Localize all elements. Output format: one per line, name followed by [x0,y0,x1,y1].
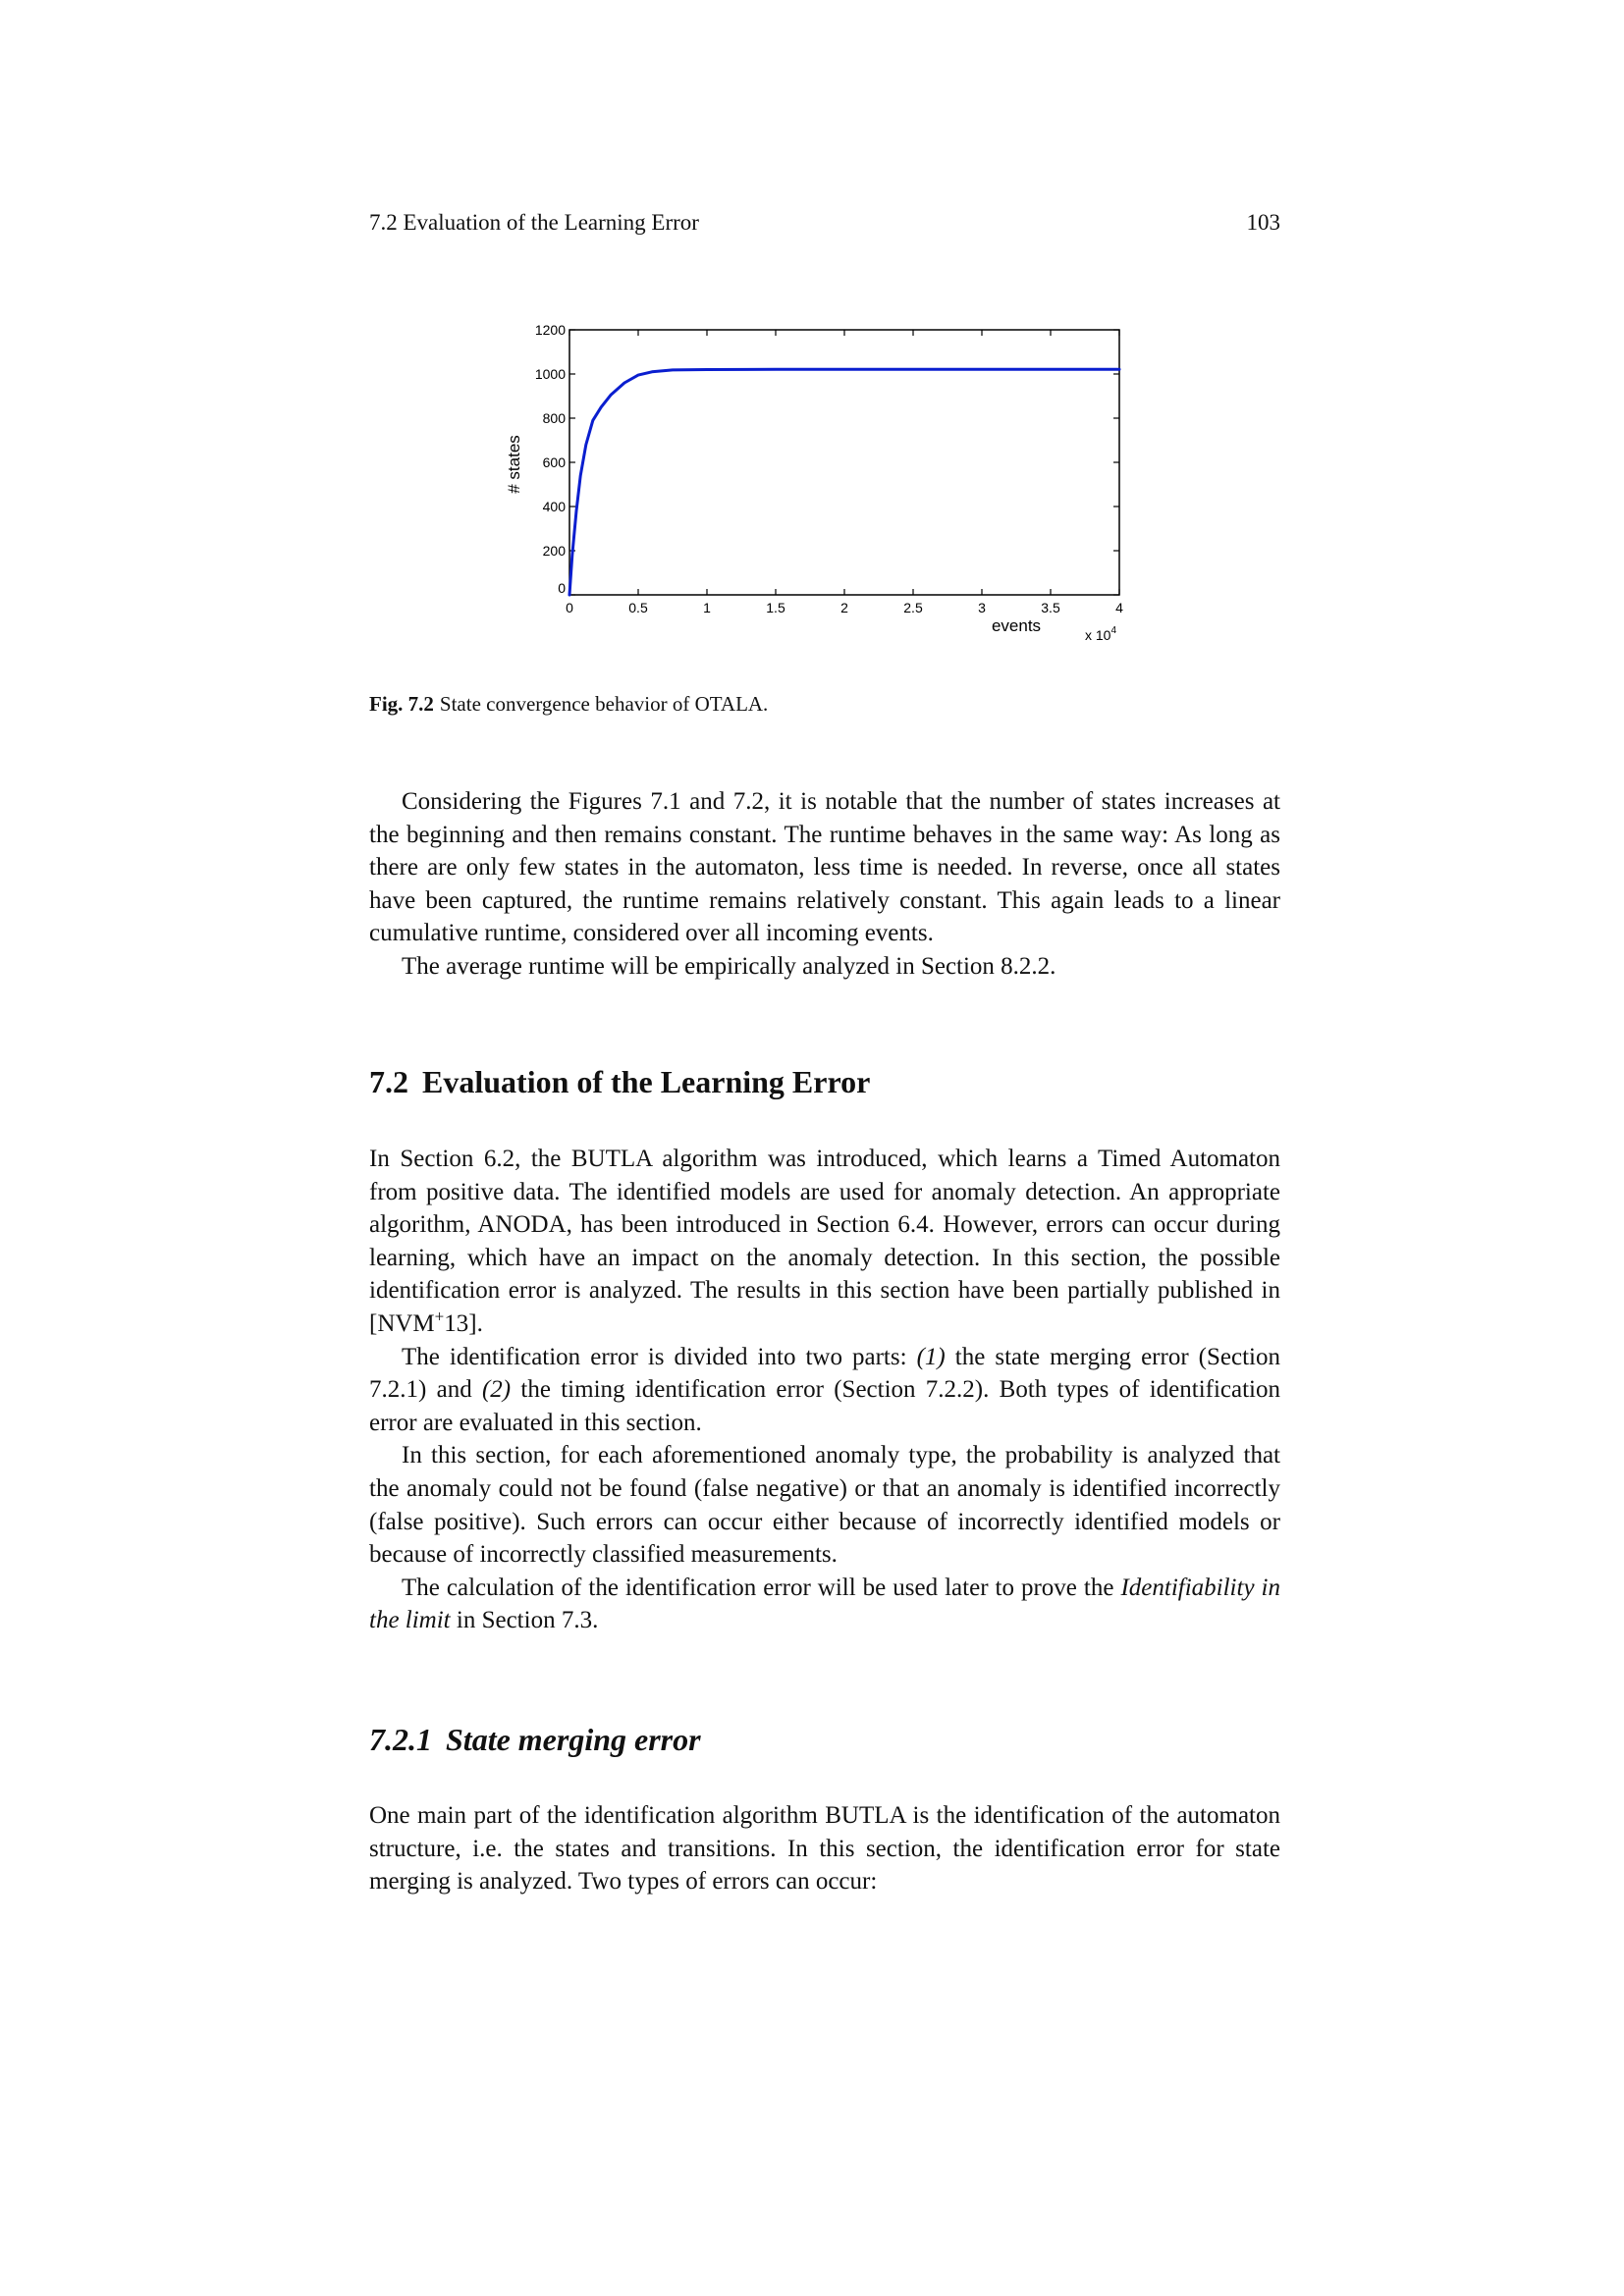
x-tick-label: 1.5 [766,600,785,615]
intro-text [369,785,1280,984]
intro-paragraph-2: The average runtime will be empirically analyzed in Section 8.2.2. [402,952,1056,980]
subsection-paragraph-1: One main part of the identification algorithm BUTLA is the identification of the automaton structure, i.e. the states and transitions. In this section, the identification error for state merging is analyzed. Two types of errors can occur: [369,1802,1280,1896]
section-number: 7.2 [369,1064,408,1099]
x-tick-label: 2.5 [903,600,923,615]
section-paragraph-2: The identification error is divided into two parts: (1) the state merging error (Section 7.2.1) and (2) the timing identification error (Section 7.2.2). Both types of identification error are evaluated in this section. [369,1343,1280,1436]
x-axis-label: events [991,616,1042,635]
figure-caption [369,690,1280,718]
series [569,369,1119,595]
page-number: 103 [1246,210,1280,235]
x-tick-label: 2 [840,600,848,615]
x-tick-label: 0.5 [628,600,648,615]
section-paragraph-1: In Section 6.2, the BUTLA algorithm was introduced, which learns a Timed Automaton from positive data. The identified models are used for anomaly detection. An appropriate algorithm, ANODA, has been introduced in Section 6.4. However, errors can occur during learning, which have an impact on the anomaly detection. In this section, the possible identification error is analyzed. The results in this section have been partially published in [NVM+13]. [369,1146,1280,1337]
subsection-number: 7.2.1 [369,1722,432,1757]
intro-paragraph-1: Considering the Figures 7.1 and 7.2, it is notable that the number of states increases at the beginning and then remains constant. The runtime behaves in the same way: As long as there are only few states in the automaton, less time is needed. In reverse, once all states have been captured, the runtime remains relatively constant. This again leads to a linear cumulative runtime, considered over all incoming events. [369,788,1280,947]
y-tick-label: 0 [558,580,566,596]
figure-label: Fig. 7.2 [369,692,434,716]
subsection-text [369,1799,1280,1898]
series-line-states [569,369,1119,595]
x-tick-label: 1 [703,600,711,615]
x-tick-label: 3 [978,600,986,615]
x-tick-label: 4 [1115,600,1123,615]
running-head [369,208,1280,238]
figure-7-2 [491,312,1159,646]
section-text [369,1143,1280,1637]
y-tick-label: 1000 [534,366,566,382]
section-paragraph-3: In this section, for each aforementioned anomaly type, the probability is analyzed that the anomaly could not be found (false negative) or that an anomaly is identified incorrectly (false positive). Such errors can occur either because of incorrectly identified models or because of incorrectly classified measurements. [369,1442,1280,1569]
running-head-section: 7.2 Evaluation of the Learning Error [369,210,699,235]
subsection-title: State merging error [446,1722,701,1757]
state-convergence-chart [491,312,1159,646]
y-tick-label: 600 [542,454,566,470]
section-title: Evaluation of the Learning Error [422,1064,871,1099]
y-axis-label: # states [505,435,523,494]
x-tick-label: 0 [566,600,573,615]
y-tick-label: 200 [542,543,566,559]
ticks [535,322,1123,615]
section-heading [369,1062,870,1101]
y-tick-label: 400 [542,499,566,514]
x-tick-label: 3.5 [1041,600,1060,615]
x-axis-multiplier: x $10^4$ [1085,625,1117,643]
section-paragraph-4: The calculation of the identification error will be used later to prove the Identifiability in the limit in Section 7.3. [369,1574,1280,1634]
figure-caption-text: State convergence behavior of OTALA. [439,692,769,716]
y-tick-label: 800 [542,410,566,426]
y-tick-label: 1200 [534,322,566,338]
subsection-heading [369,1720,701,1759]
